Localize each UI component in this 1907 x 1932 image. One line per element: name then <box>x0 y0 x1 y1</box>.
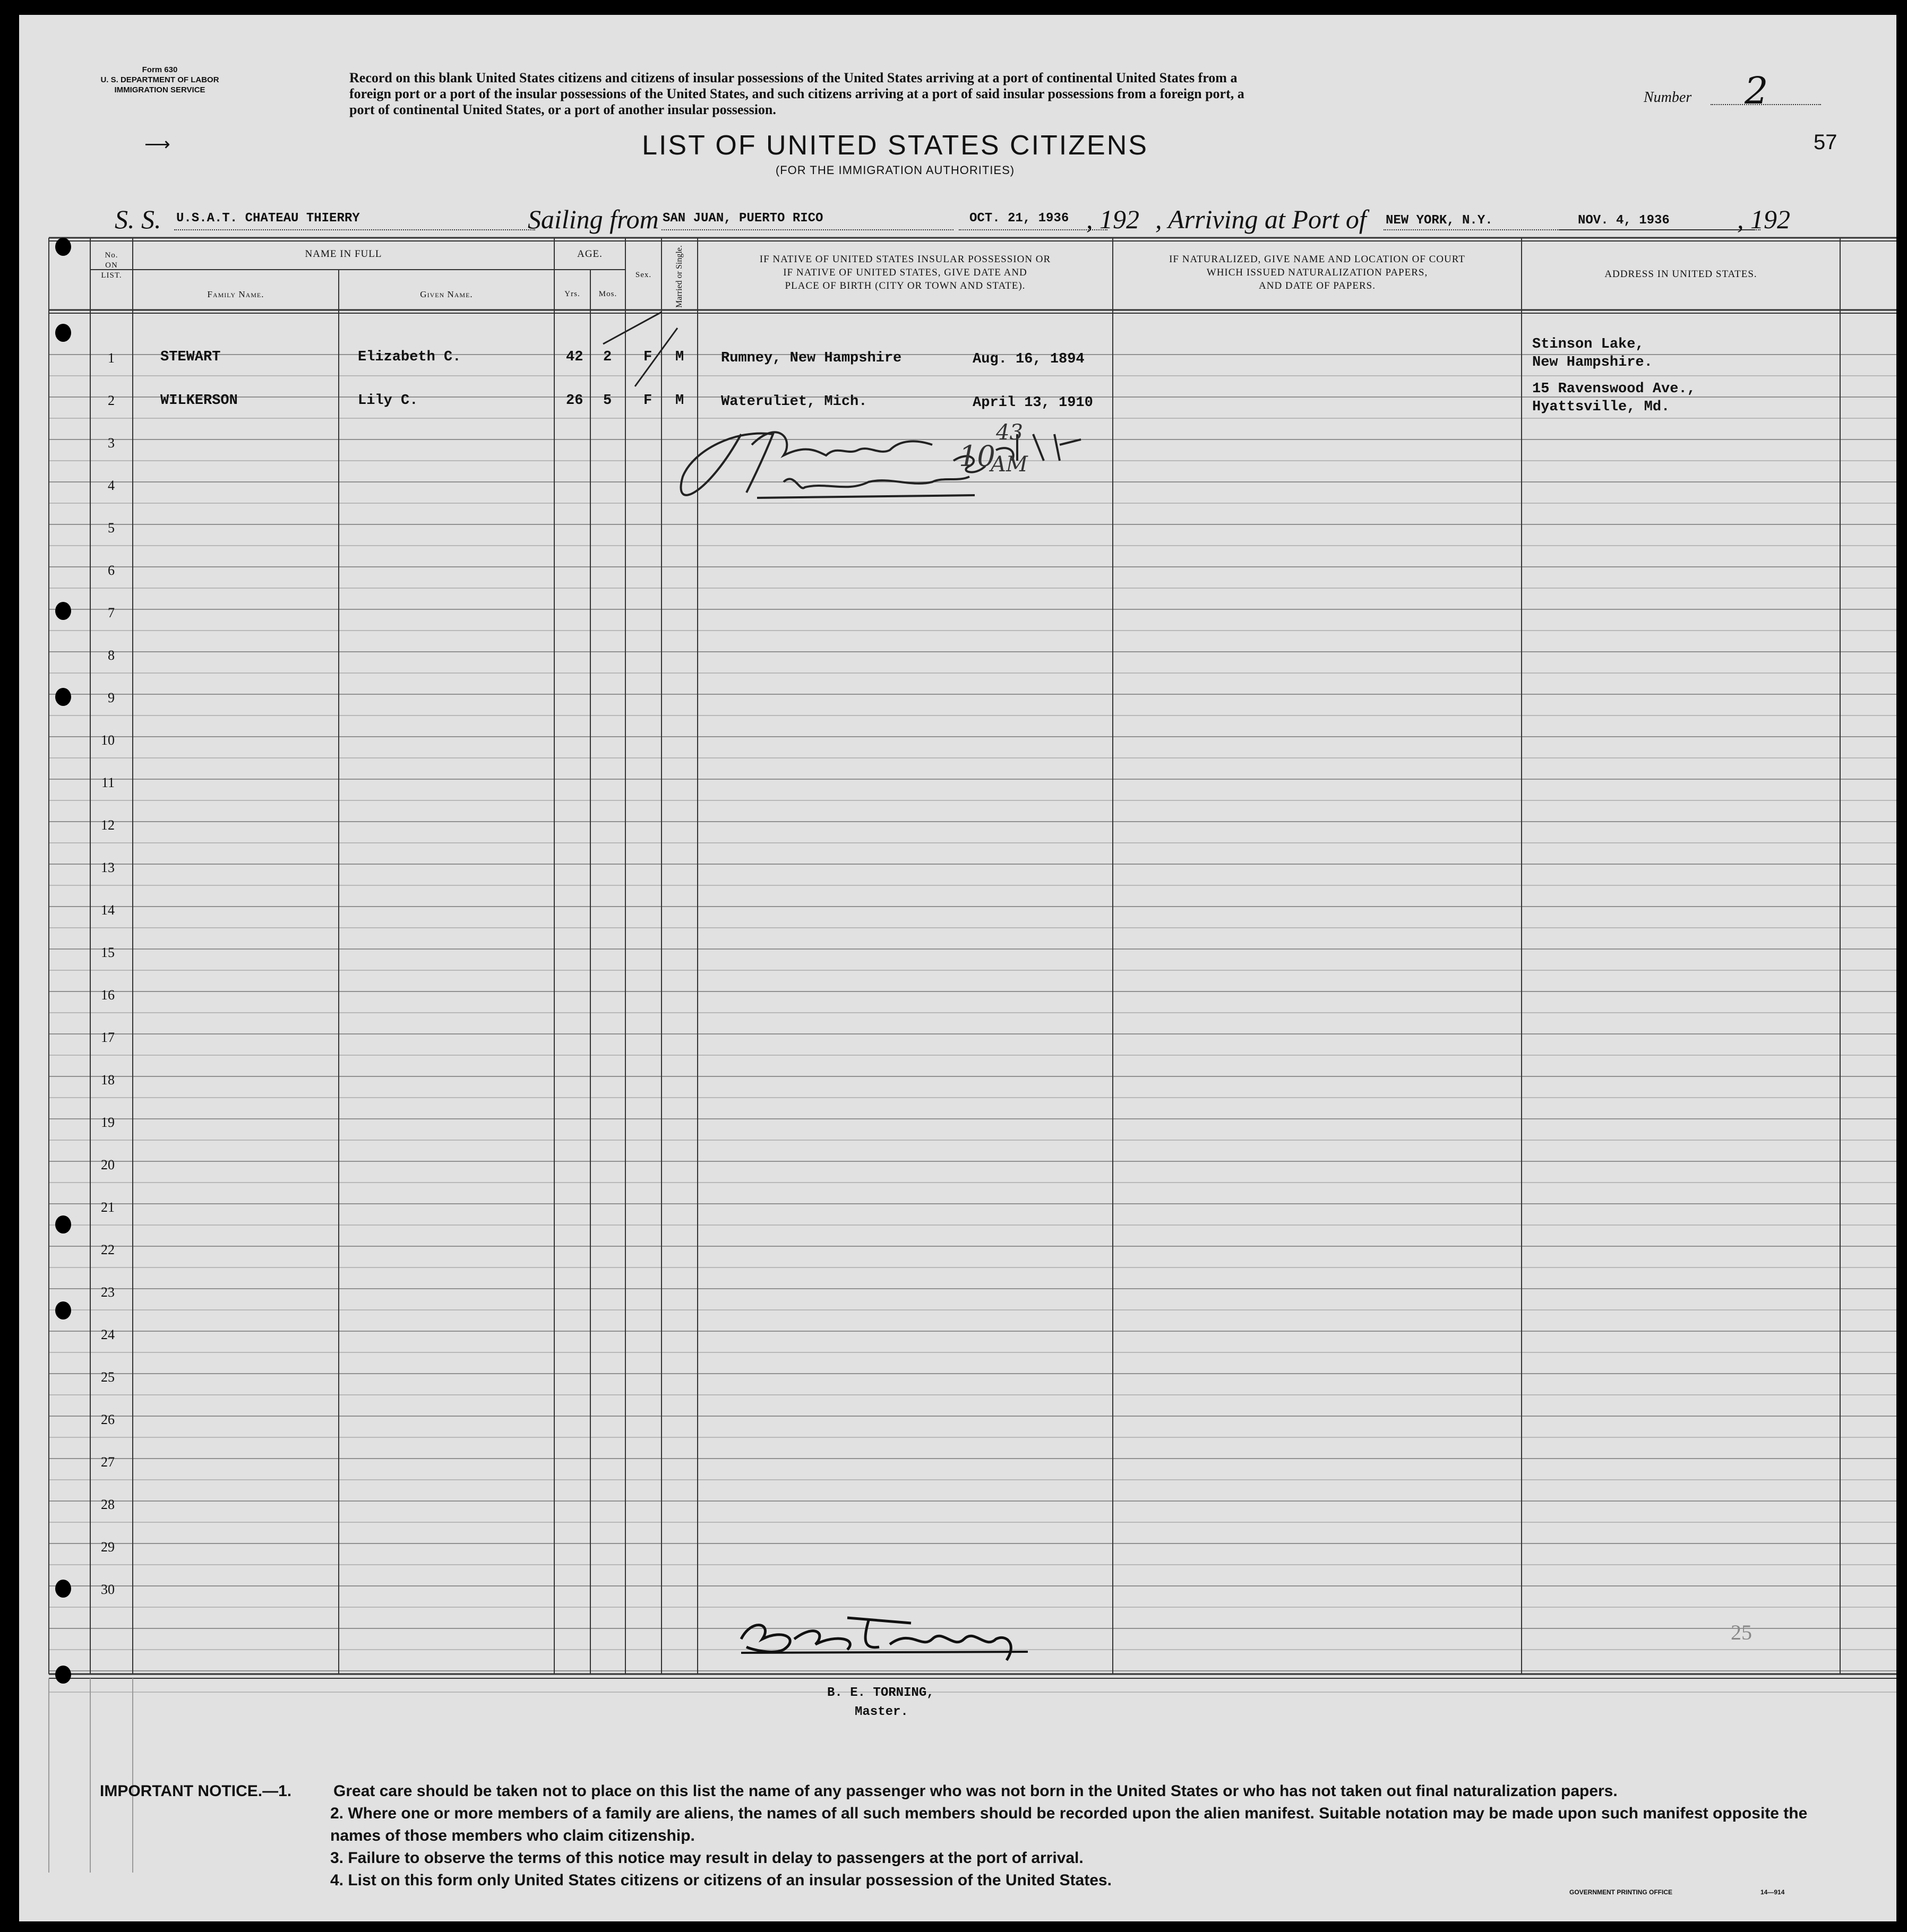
year-prefix-2: , 192 <box>1737 204 1790 234</box>
binder-hole-icon <box>55 1666 71 1684</box>
row-number: 1 <box>108 350 115 366</box>
row-number: 12 <box>101 817 115 833</box>
no-on-list-text: No. <box>105 251 118 260</box>
master-signature <box>741 1618 1028 1660</box>
binder-hole-icon <box>55 238 71 256</box>
naturalized-header <box>1113 253 1522 292</box>
row-number: 2 <box>108 393 115 408</box>
address-header: ADDRESS IN UNITED STATES. <box>1604 269 1757 280</box>
department-name: U. S. DEPARTMENT OF LABOR <box>100 75 219 84</box>
birth-date: Aug. 16, 1894 <box>973 351 1085 367</box>
binder-hole-icon <box>55 602 71 620</box>
record-instructions-line: foreign port or a port of the insular possessions of the United States, and such citizens arriving at a port of said insular possessions from a foreign port, a <box>349 86 1244 101</box>
address-line: New Hampshire. <box>1532 355 1653 370</box>
no-on-list-text: LIST. <box>101 271 122 280</box>
manifest-page <box>19 15 1896 1921</box>
arrow-mark-icon: ⟶ <box>144 134 170 155</box>
sailing-label: Sailing from <box>528 204 659 234</box>
page-subtitle: (FOR THE IMMIGRATION AUTHORITIES) <box>775 163 1015 177</box>
row-number: 20 <box>101 1157 115 1172</box>
address-line: Hyattsville, Md. <box>1532 399 1670 415</box>
no-on-list-header <box>90 251 133 281</box>
notice-lead: IMPORTANT NOTICE.—1. <box>100 1782 292 1800</box>
row-number: 10 <box>101 732 115 748</box>
row-number: 17 <box>101 1030 115 1045</box>
binder-hole-icon <box>55 1215 71 1234</box>
birth-date: April 13, 1910 <box>973 395 1093 411</box>
number-value: 2 <box>1745 69 1768 113</box>
address-line: 15 Ravenswood Ave., <box>1532 381 1696 397</box>
birth-header-text: PLACE OF BIRTH (CITY OR TOWN AND STATE). <box>785 280 1026 291</box>
given-name: Lily C. <box>358 393 418 409</box>
row-number: 25 <box>101 1369 115 1385</box>
row-number: 19 <box>101 1115 115 1130</box>
row-number: 14 <box>101 902 115 918</box>
family-name-header: Family Name. <box>207 289 264 299</box>
row-number: 29 <box>101 1539 115 1555</box>
given-name: Elizabeth C. <box>358 349 461 365</box>
row-number: 13 <box>101 860 115 875</box>
birth-header-text: IF NATIVE OF UNITED STATES, GIVE DATE AND <box>783 267 1027 278</box>
row-number: 26 <box>101 1412 115 1427</box>
binder-hole-icon <box>55 324 71 342</box>
ss-label: S. S. <box>115 204 161 234</box>
row-number: 15 <box>101 945 115 960</box>
arrive-date: NOV. 4, 1936 <box>1578 213 1670 228</box>
married-single-header: Married or Single. <box>675 245 684 308</box>
row-number: 7 <box>108 605 115 620</box>
birthplace: Rumney, New Hampshire <box>721 350 902 366</box>
row-number: 23 <box>101 1284 115 1300</box>
family-name: STEWART <box>160 349 221 365</box>
age-header: AGE. <box>577 248 603 260</box>
naturalized-header-text: WHICH ISSUED NATURALIZATION PAPERS, <box>1206 267 1428 278</box>
row-number: 28 <box>101 1497 115 1512</box>
row-number: 27 <box>101 1454 115 1470</box>
age-months: 5 <box>603 393 612 409</box>
service-name: IMMIGRATION SERVICE <box>114 85 205 94</box>
marital-status: M <box>675 349 684 365</box>
age-years: 42 <box>566 349 583 365</box>
yrs-header: Yrs. <box>564 290 580 298</box>
sex-header: Sex. <box>635 271 652 279</box>
master-name: B. E. TORNING, <box>827 1686 934 1700</box>
row-number: 8 <box>108 648 115 663</box>
row-number: 22 <box>101 1242 115 1257</box>
row-number: 24 <box>101 1327 115 1342</box>
page-title: LIST OF UNITED STATES CITIZENS <box>642 130 1148 161</box>
notice-item: 3. Failure to observe the terms of this notice may result in delay to passengers at the port of arrival. <box>330 1849 1084 1867</box>
sex: F <box>643 393 652 409</box>
gpo-imprint: GOVERNMENT PRINTING OFFICE <box>1569 1888 1673 1896</box>
page-number: 57 <box>1814 131 1837 154</box>
given-name-header: Given Name. <box>420 289 473 299</box>
birth-header-text: IF NATIVE OF UNITED STATES INSULAR POSSESSION OR <box>759 254 1051 265</box>
age-check-marks <box>603 312 677 386</box>
naturalized-header-text: IF NATURALIZED, GIVE NAME AND LOCATION OF COURT <box>1169 254 1465 265</box>
naturalized-header-text: AND DATE OF PAPERS. <box>1259 280 1376 291</box>
number-label: Number <box>1644 89 1692 106</box>
name-in-full-header: NAME IN FULL <box>305 248 382 260</box>
mos-header: Mos. <box>598 290 617 298</box>
svg-text:43: 43 <box>996 420 1023 445</box>
record-instructions-line: port of continental United States, or a port of another insular possession. <box>349 102 776 117</box>
marital-status: M <box>675 393 684 409</box>
age-months: 2 <box>603 349 612 365</box>
stamp-number: 25 <box>1731 1620 1752 1644</box>
ship-name: U.S.A.T. CHATEAU THIERRY <box>176 211 360 226</box>
birthplace: Wateruliet, Mich. <box>721 394 867 410</box>
row-number: 18 <box>101 1072 115 1088</box>
row-number: 4 <box>108 478 115 493</box>
age-years: 26 <box>566 393 583 409</box>
binder-hole-icon <box>55 1301 71 1319</box>
notice-item: Great care should be taken not to place on this list the name of any passenger who was not born in the United States or who has not taken out final naturalization papers. <box>333 1782 1618 1800</box>
svg-text:AM: AM <box>991 452 1028 477</box>
year-prefix-1: , 192 <box>1086 204 1139 234</box>
row-number: 30 <box>101 1582 115 1597</box>
row-number: 11 <box>101 775 115 790</box>
from-port: SAN JUAN, PUERTO RICO <box>663 211 823 226</box>
family-name: WILKERSON <box>160 393 238 409</box>
sex: F <box>643 349 652 365</box>
form-code: 14—914 <box>1760 1888 1785 1896</box>
notice-item: 2. Where one or more members of a family are aliens, the names of all such members should be recorded upon the alien manifest. Suitable notation may be made upon such manifest opposite the names of those members who claim citizenship. <box>330 1805 1808 1844</box>
arriving-label: , Arriving at Port of <box>1155 204 1367 234</box>
sail-date: OCT. 21, 1936 <box>969 211 1069 226</box>
master-title: Master. <box>855 1705 908 1719</box>
row-number: 16 <box>101 987 115 1003</box>
row-number: 3 <box>108 435 115 451</box>
row-number: 9 <box>108 690 115 705</box>
no-on-list-text: ON <box>105 261 118 270</box>
form-number: Form 630 <box>142 65 178 74</box>
birth-header <box>698 253 1113 292</box>
binder-hole-icon <box>55 1580 71 1598</box>
to-port: NEW YORK, N.Y. <box>1386 213 1493 228</box>
record-instructions-line: Record on this blank United States citizens and citizens of insular possessions of the United States arriving at a port of continental United States from a <box>349 70 1238 85</box>
svg-text:10: 10 <box>959 439 995 473</box>
binder-hole-icon <box>55 688 71 706</box>
row-number: 21 <box>101 1200 115 1215</box>
row-rules <box>49 355 1896 1692</box>
row-number: 6 <box>108 563 115 578</box>
notice-item: 4. List on this form only United States citizens or citizens of an insular possession of the United States. <box>330 1871 1112 1889</box>
address-line: Stinson Lake, <box>1532 337 1644 352</box>
row-number: 5 <box>108 520 115 536</box>
